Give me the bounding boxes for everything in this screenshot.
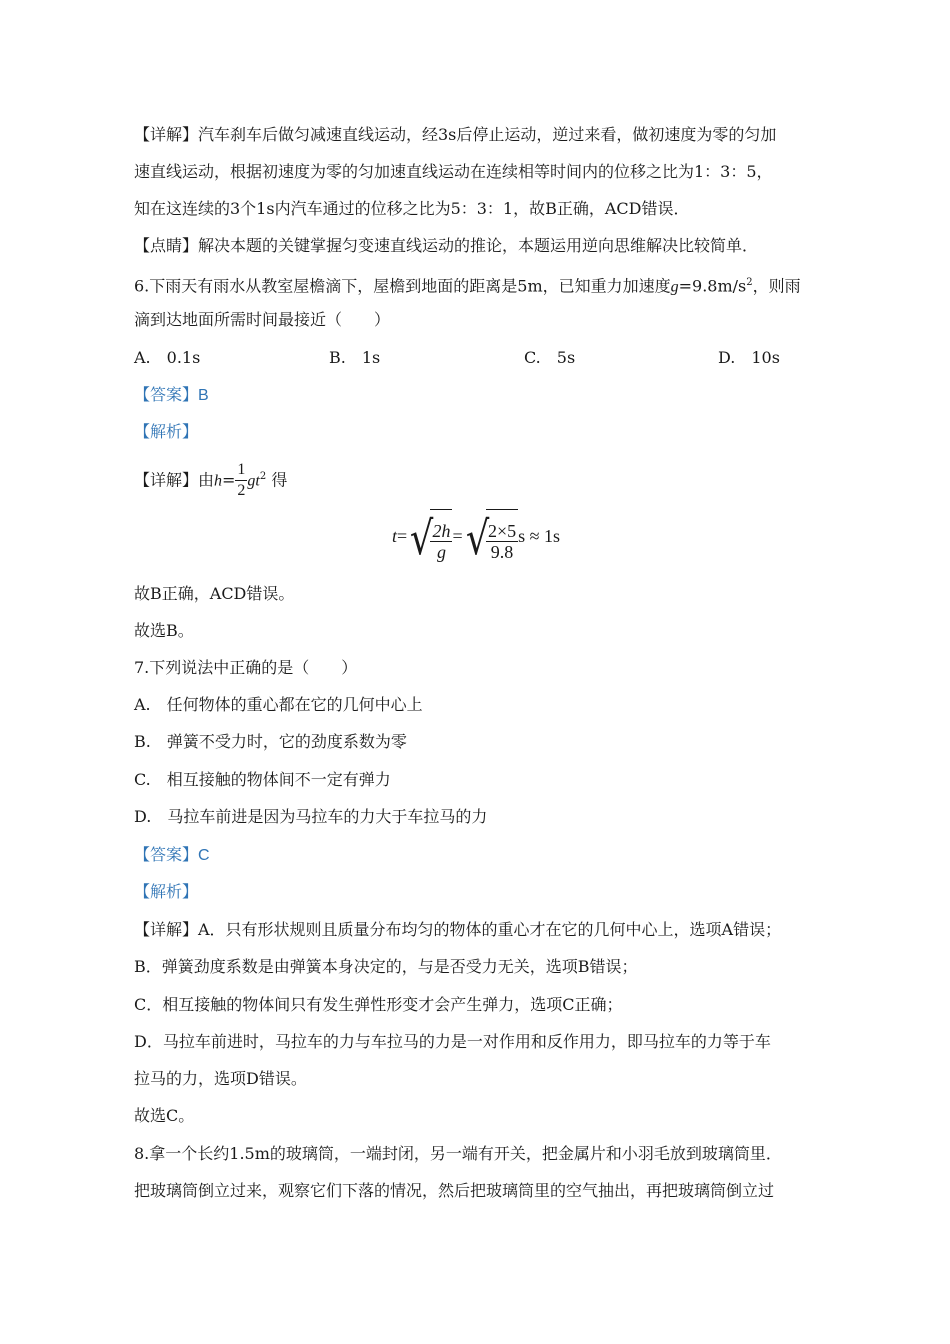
eq2-fraction-1 [430,521,452,562]
q7-option-b: B. 弹簧不受力时，它的劲度系数为零 [134,732,407,751]
q5-detail-line-3: 知在这连续的3个1s内汽车通过的位移之比为5：3：1，故B正确，ACD错误． [134,199,690,218]
q7-answer-label: 【答案】 [134,845,199,864]
q6-stem-text-b: =9.8m/s [678,276,747,296]
q6-option-d: D. 10s [718,348,780,367]
eq2-denominator-1: g [436,541,446,562]
q7-option-a: A. 任何物体的重心都在它的几何中心上 [134,695,423,714]
q6-option-b: B. 1s [329,348,381,367]
q6-option-a: A. 0.1s [134,348,201,367]
eq1-denominator: 2 [237,482,246,500]
radical-sign-icon: √ [465,511,490,566]
eq2-equals-2: = [452,526,463,546]
q6-stem-sup: 2 [746,277,753,288]
radical-sign-icon: √ [410,511,434,566]
q6-stem-text-c: ，则雨 [752,276,801,296]
q5-comment: 【点睛】解决本题的关键掌握匀变速直线运动的推论，本题运用逆向思维解决比较简单． [134,236,759,255]
eq1-fraction [235,460,247,501]
q6-stem-g: g [670,278,679,296]
q7-answer-value: C [198,847,210,864]
eq2-t: t [392,526,398,546]
q6-stem-line-2: 滴到达地面所需时间最接近（ ） [134,310,391,329]
q6-analysis-label: 【解析】 [134,422,199,441]
q6-stem-text-a: 6.下雨天有雨水从教室屋檐滴下，屋檐到地面的距离是5m，已知重力加速度 [134,276,671,296]
q7-detail-d-line-2: 拉马的力，选项D错误。 [134,1069,307,1088]
q7-option-c: C. 相互接触的物体间不一定有弹力 [134,770,391,789]
eq2-numerator-2: 2×5 [487,520,517,541]
eq2-radical-2 [463,508,518,567]
eq1-numerator: 1 [235,460,247,481]
eq1-h: h [214,472,223,490]
eq1-sup: 2 [259,471,267,482]
q6-choose: 故选B。 [134,621,194,640]
q5-detail-line-1: 【详解】汽车刹车后做匀减速直线运动，经3s后停止运动，逆过来看，做初速度为零的匀加 [134,125,777,144]
q6-answer [134,384,209,407]
eq1-suffix: 得 [271,470,288,490]
q7-answer [134,844,210,867]
q6-answer-value: B [198,387,209,404]
q7-choose: 故选C。 [134,1106,195,1125]
q7-option-d: D. 马拉车前进是因为马拉车的力大于车拉马的力 [134,807,488,826]
q8-stem-line-1: 8.拿一个长约1.5m的玻璃筒，一端封闭，另一端有开关，把金属片和小羽毛放到玻璃筒里． [134,1144,782,1163]
q5-detail-line-2: 速直线运动，根据初速度为零的匀加速直线运动在连续相等时间内的位移之比为1：3：5， [134,162,773,181]
q6-equation-2 [392,508,560,568]
q7-stem: 7.下列说法中正确的是（ ） [134,658,358,677]
eq2-radical-1 [407,508,452,567]
q6-option-c: C. 5s [524,348,576,367]
q6-detail-prefix: 【详解】由 [134,470,215,490]
eq2-tail: s ≈ 1s [518,526,560,546]
q6-answer-label: 【答案】 [134,385,199,404]
q7-detail-a: 【详解】A．只有形状规则且质量分布均匀的物体的重心才在它的几何中心上，选项A错误； [134,920,782,939]
eq1-gt: gt [247,472,260,490]
eq2-fraction-2 [486,521,518,562]
q6-stem-line-1 [134,272,801,298]
q7-detail-c: C．相互接触的物体间只有发生弹性形变才会产生弹力，选项C正确； [134,995,623,1014]
q7-analysis-label: 【解析】 [134,882,199,901]
eq2-denominator-2: 9.8 [490,541,514,562]
q6-conclusion: 故B正确，ACD错误。 [134,584,295,603]
q7-detail-b: B．弹簧劲度系数是由弹簧本身决定的，与是否受力无关，选项B错误； [134,957,638,976]
q7-detail-d-line-1: D．马拉车前进时，马拉车的力与车拉马的力是一对作用和反作用力，即马拉车的力等于车 [134,1032,771,1051]
q6-detail-equation-1 [134,456,287,502]
eq2-equals-1: = [397,526,408,546]
eq2-numerator-1: 2h [432,520,451,541]
eq1-equals: = [222,470,236,490]
q8-stem-line-2: 把玻璃筒倒立过来，观察它们下落的情况，然后把玻璃筒里的空气抽出，再把玻璃筒倒立过 [134,1181,775,1200]
